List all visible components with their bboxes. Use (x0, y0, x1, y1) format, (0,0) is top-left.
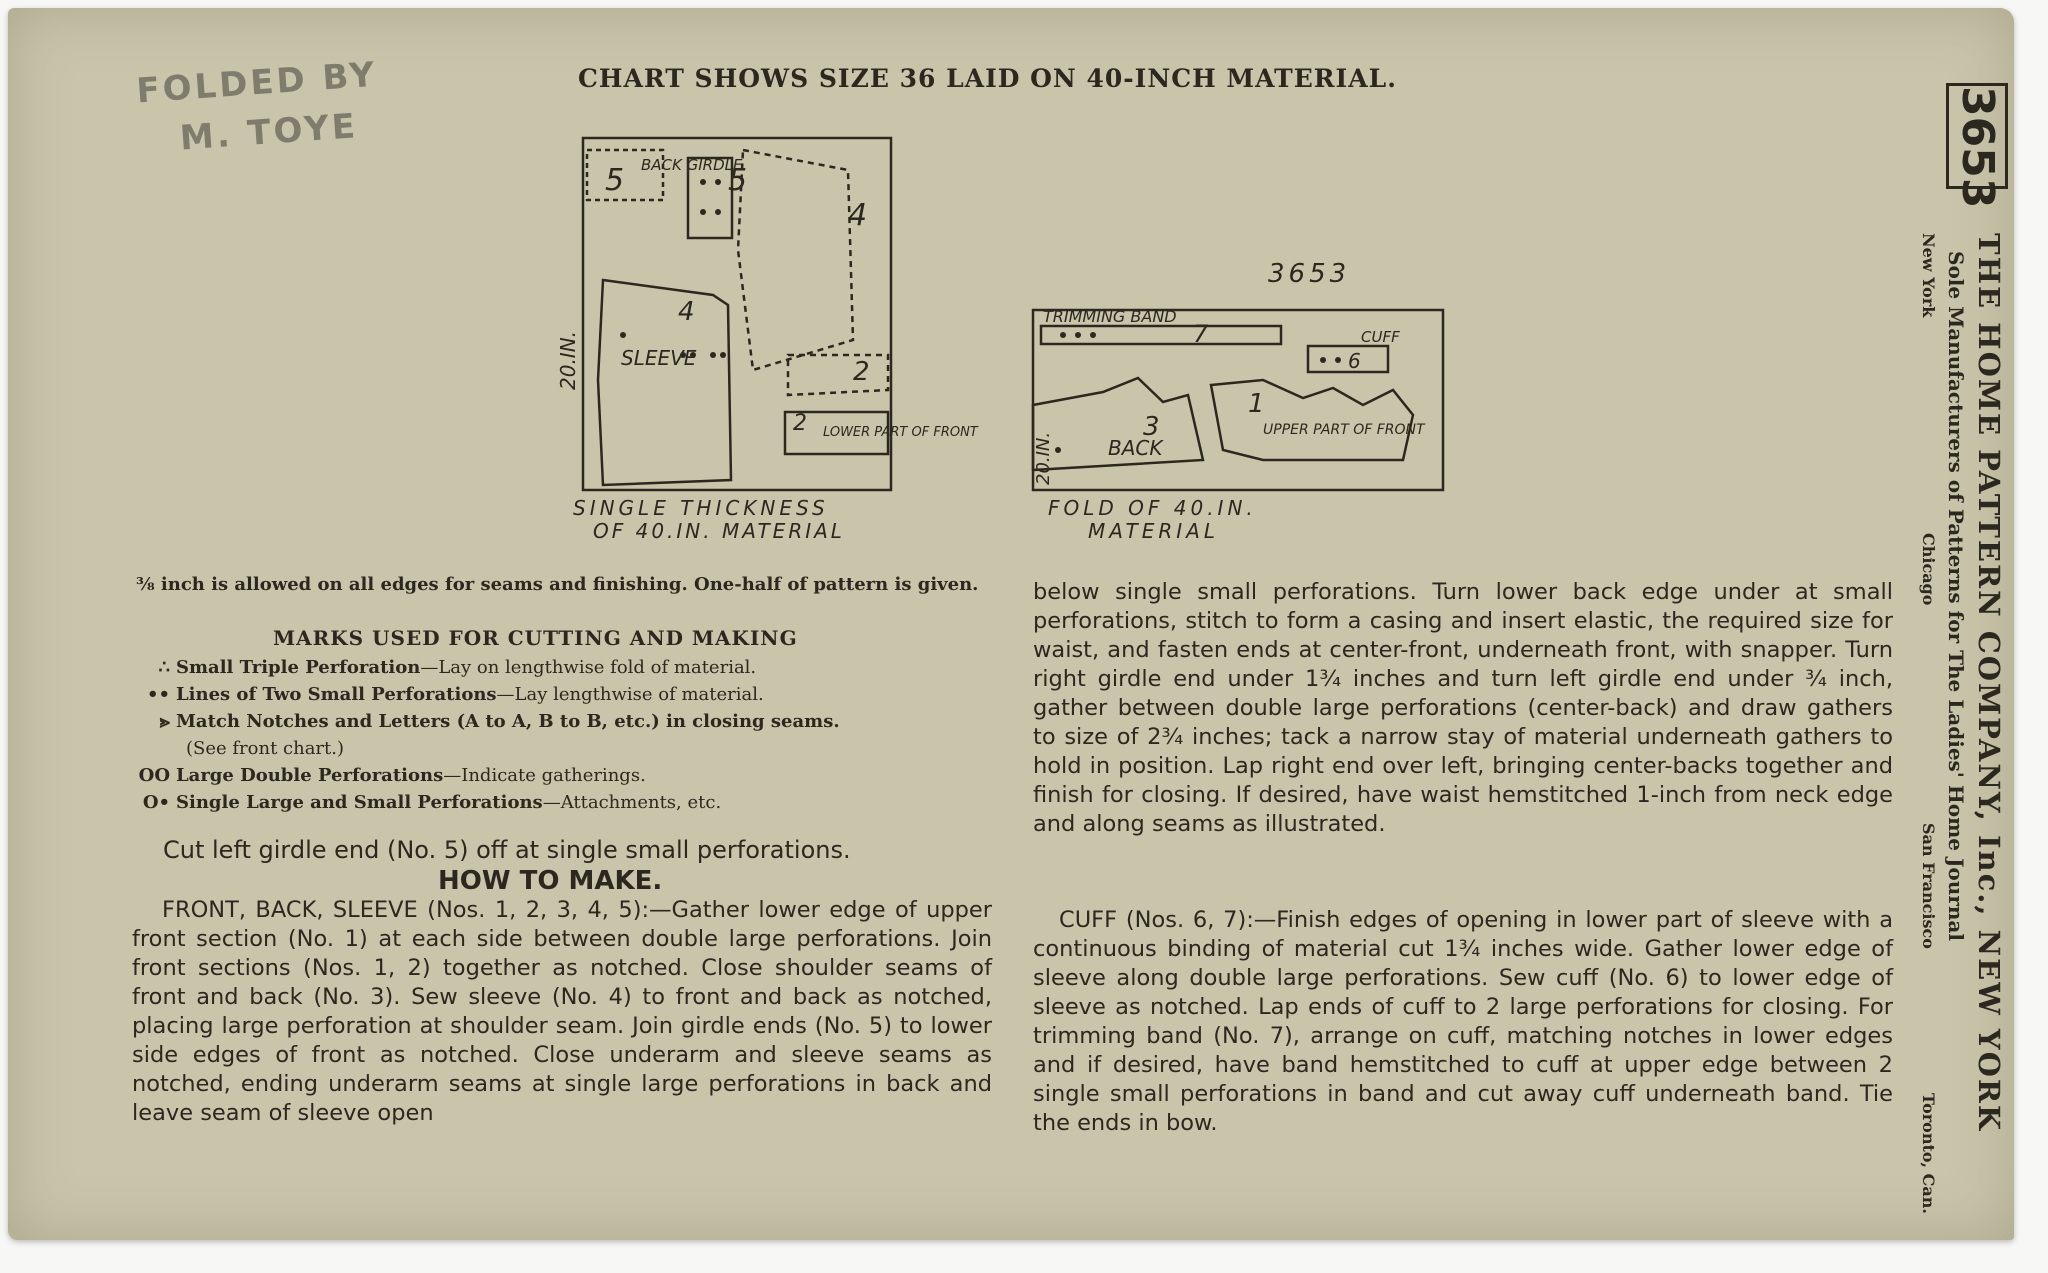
left-side-label: 20.IN. (556, 330, 580, 390)
piece-label-sleeve: SLEEVE (621, 346, 697, 370)
marks-heading: MARKS USED FOR CUTTING AND MAKING (273, 626, 798, 650)
pattern-envelope-back (8, 8, 2014, 1240)
piece-label-lower-front: LOWER PART OF FRONT (823, 425, 978, 440)
right-caption-1: FOLD OF 40.IN. (1048, 496, 1257, 520)
chart-title: CHART SHOWS SIZE 36 LAID ON 40-INCH MATERIAL. (578, 64, 1397, 93)
piece-label-1: 1 (1248, 389, 1265, 419)
city: New York (1919, 233, 1938, 318)
mark-item: (See front chart.) (186, 738, 345, 759)
piece-label-7: 7 (1193, 320, 1209, 348)
marks-list (126, 654, 1026, 816)
piece-upper-front (1211, 380, 1413, 460)
piece-label-4a: 4 (848, 198, 868, 233)
left-caption-2: OF 40.IN. MATERIAL (593, 519, 845, 543)
right-pattern-number: 3653 (1268, 259, 1351, 289)
piece-label-back: BACK (1108, 436, 1163, 460)
city: Toronto, Can. (1919, 1093, 1938, 1214)
piece-label-5a: 5 (605, 163, 625, 198)
continued-instructions: below single small perforations. Turn lower back edge under at small perforations, stitch to form a casing and insert elastic, the required size for waist, and fasten ends at center-front, underneath front, with snapper. Turn right girdle end under 1¾ inches and turn left girdle end under ¾ inch, gather between double large perforations (center-back) and draw gathers to size of 2¾ inches; tack a narrow stay of material underneath gathers to hold in position. Lap right end over left, bringing center-backs together and finish for closing. If desired, have waist hemstitched 1-inch from neck edge and along seams as illustrated. (1033, 579, 1893, 837)
right-caption-2: MATERIAL (1088, 519, 1219, 543)
city: San Francisco (1919, 823, 1938, 949)
piece-label-cuff: CUFF (1361, 328, 1400, 346)
mark-item: O• Single Large and Small Perforations—Attachments, etc. (142, 792, 722, 813)
piece-label-5b: 5 (728, 163, 748, 198)
stamp-line-1: FOLDED BY (135, 54, 379, 112)
cutting-layout-diagram (556, 130, 1463, 570)
city: Chicago (1919, 533, 1938, 606)
how-to-make-heading: HOW TO MAKE. (438, 866, 663, 896)
piece-sleeve (598, 280, 731, 485)
mark-item: ⪢ Match Notches and Letters (A to A, B to B, etc.) in closing seams. (159, 711, 840, 732)
cuff-instructions: CUFF (Nos. 6, 7):—Finish edges of opening in lower part of sleeve with a continuous binding of material cut 1¾ inches wide. Gather lower edge of sleeve along double large perforations. Sew cuff (No. 6) to lower edge of sleeve as notched. Lap ends of cuff to 2 large perforations for closing. For trimming band (No. 7), arrange on cuff, matching notches in lower edges and if desired, have band hemstitched to cuff at upper edge between 2 single small perforations in band and cut away cuff underneath band. Tie the ends in bow. (1033, 907, 1893, 1136)
company-subtitle: Sole Manufacturers of Patterns for The Ladies' Home Journal (1944, 251, 1968, 941)
piece-label-6: 6 (1348, 349, 1361, 373)
left-caption-1: SINGLE THICKNESS (573, 496, 829, 520)
piece-label-2b: 2 (793, 411, 807, 436)
right-side-label: 20.IN. (1033, 431, 1054, 485)
front-back-sleeve-instructions: FRONT, BACK, SLEEVE (Nos. 1, 2, 3, 4, 5):—Gather lower edge of upper front section (No. 1) at each side between double large perforations. Join front sections (Nos. 1, 2) together as notched. Close shoulder seams of front and back (No. 3). Sew sleeve (No. 4) to front and back as notched, placing large perforation at shoulder seam. Join girdle ends (No. 5) to lower side edges of front as notched. Close underarm and sleeve seams as notched, ending underarm seams at single large perforations in back and leave seam of sleeve open (132, 897, 992, 1126)
stamp-line-2: M. TOYE (178, 106, 360, 159)
piece-2-top (788, 355, 888, 395)
piece-label-3: 3 (1143, 412, 1160, 442)
piece-label-upper-front: UPPER PART OF FRONT (1263, 422, 1425, 438)
piece-label-back-girdle: BACK GIRDLE (641, 156, 743, 174)
mark-item: ∴ Small Triple Perforation—Lay on lengthwise fold of material. (158, 657, 757, 678)
piece-label-2a: 2 (853, 357, 870, 387)
pattern-number-box: 3653 (1946, 83, 2008, 189)
piece-4-top (738, 150, 853, 370)
mark-item: •• Lines of Two Small Perforations—Lay lengthwise of material. (146, 684, 764, 705)
folded-by-stamp (135, 46, 441, 167)
piece-label-4b: 4 (678, 297, 695, 327)
mark-item: OO Large Double Perforations—Indicate gatherings. (138, 765, 646, 786)
girdle-cut-note: Cut left girdle end (No. 5) off at single small perforations. (163, 836, 851, 864)
company-name: THE HOME PATTERN COMPANY, Inc., NEW YORK (1972, 233, 2006, 1133)
piece-label-trimming-band: TRIMMING BAND (1043, 307, 1177, 326)
seam-allowance-note: ⅜ inch is allowed on all edges for seams and finishing. One-half of pattern is given. (136, 574, 979, 595)
